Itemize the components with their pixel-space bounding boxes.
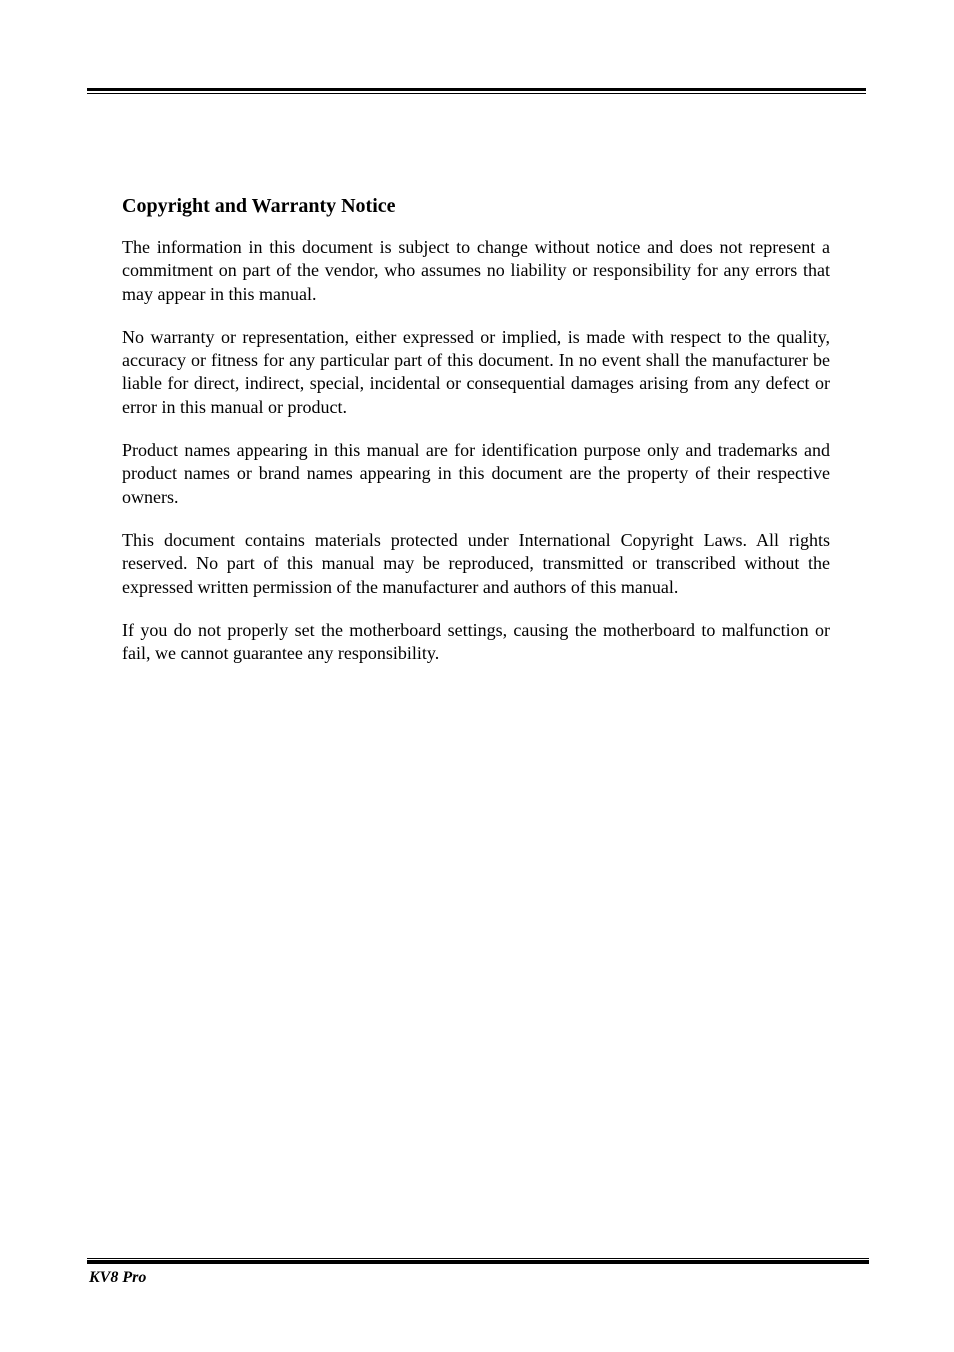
page-title: Copyright and Warranty Notice — [122, 195, 396, 217]
paragraph-copyright: This document contains materials protected under International Copyright Laws. All rights reserved. No part of this manual may be reproduced, transmitted or transcribed without the expressed written permission of the manufacturer and authors of this manual. — [122, 529, 830, 597]
header-rule-thin — [87, 93, 866, 94]
footer-model-label: KV8 Pro — [89, 1269, 147, 1286]
footer-rule-thin — [87, 1258, 869, 1259]
footer-rule — [87, 1258, 869, 1265]
paragraph-trademarks: Product names appearing in this manual are for identification purpose only and trademarks and product names or brand names appearing in this document are the property of their respective owners. — [122, 440, 830, 507]
footer-rule-thick — [87, 1260, 869, 1264]
document-body — [122, 192, 830, 685]
paragraph-responsibility: If you do not properly set the motherboard settings, causing the motherboard to malfunction or fail, we cannot guarantee any responsibility. — [122, 619, 830, 664]
header-rule — [87, 88, 866, 95]
paragraph-no-warranty: No warranty or representation, either expressed or implied, is made with respect to the quality, accuracy or fitness for any particular part of this document. In no event shall the manufacturer be liable for direct, indirect, special, incidental or consequential damages arising from any defect or error in this manual or product. — [122, 326, 830, 417]
paragraph-change-notice: The information in this document is subject to change without notice and does not represent a commitment on part of the vendor, who assumes no liability or responsibility for any errors that may appear in this manual. — [122, 237, 830, 304]
header-rule-thick — [87, 88, 866, 91]
